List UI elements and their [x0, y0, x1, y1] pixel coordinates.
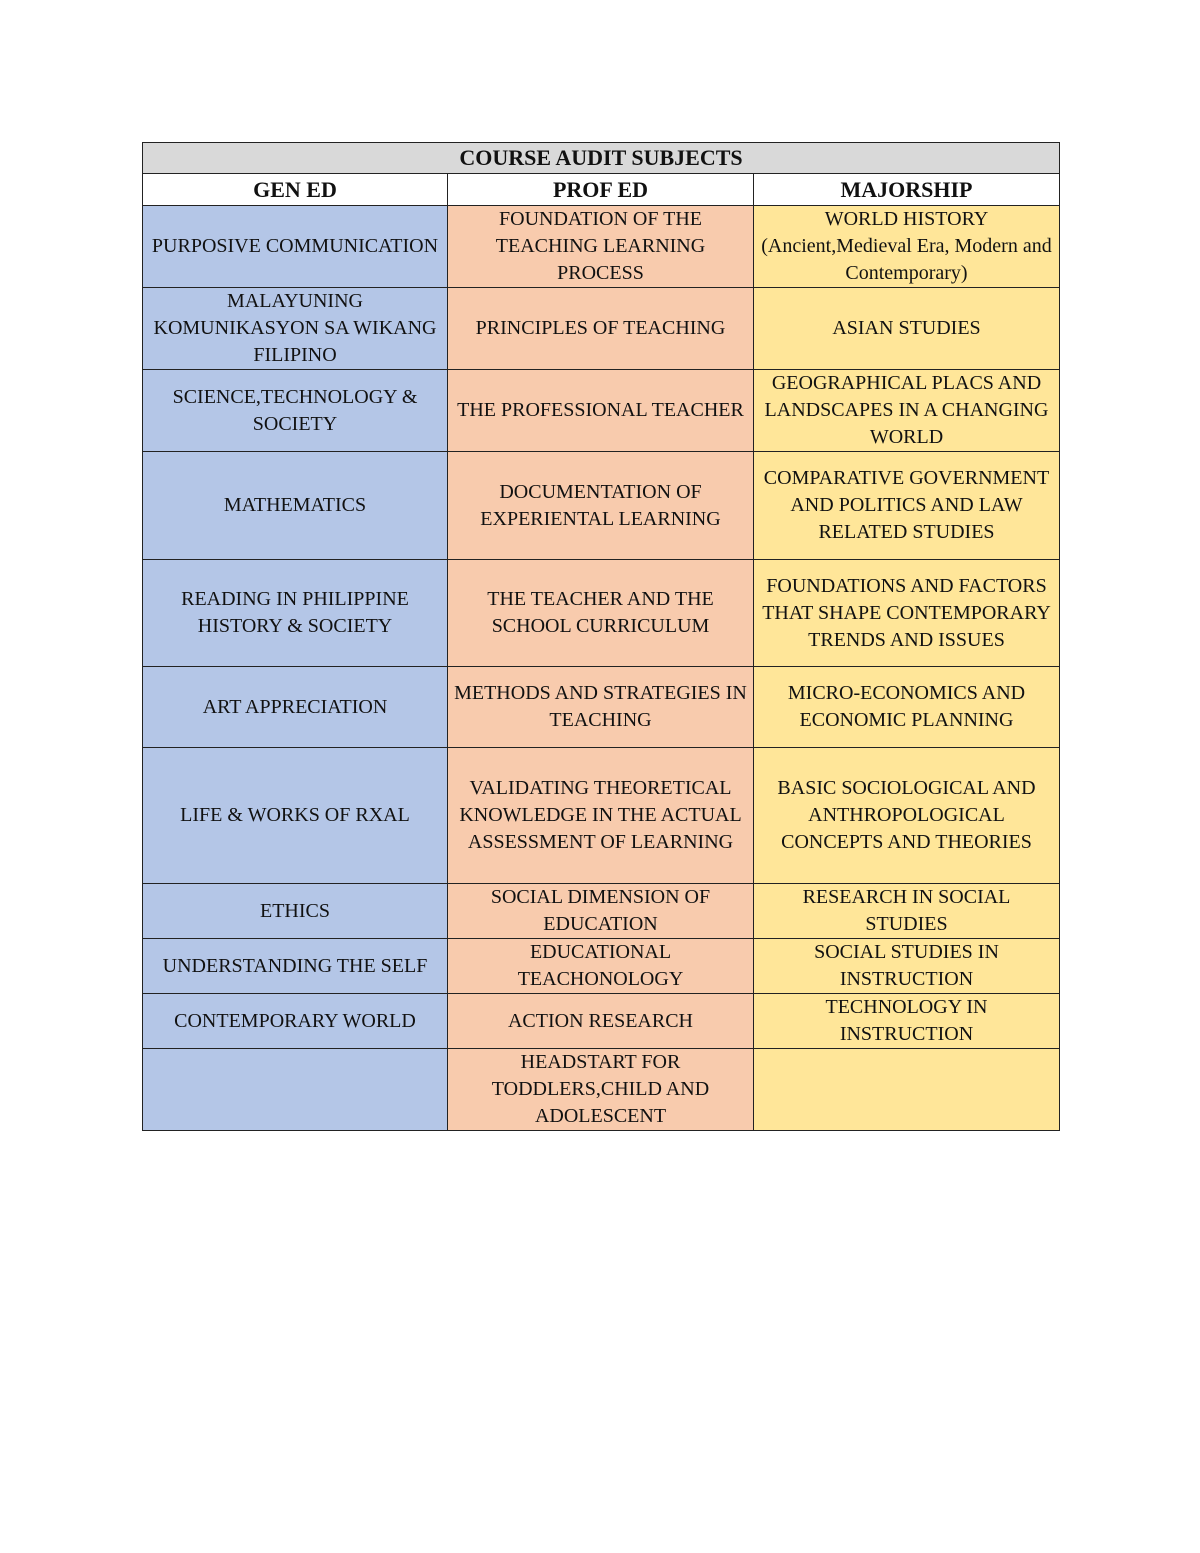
gen-ed-cell: MALAYUNING KOMUNIKASYON SA WIKANG FILIPINO [143, 288, 448, 370]
table-row [143, 288, 1060, 370]
header-prof-ed: PROF ED [448, 174, 754, 206]
gen-ed-cell: MATHEMATICS [143, 452, 448, 560]
prof-ed-cell: EDUCATIONAL TEACHONOLOGY [448, 939, 754, 994]
gen-ed-cell [143, 1049, 448, 1131]
table-row [143, 939, 1060, 994]
table-row [143, 884, 1060, 939]
table-header-row [143, 174, 1060, 206]
majorship-cell: ASIAN STUDIES [754, 288, 1060, 370]
header-gen-ed: GEN ED [143, 174, 448, 206]
majorship-cell: SOCIAL STUDIES IN INSTRUCTION [754, 939, 1060, 994]
gen-ed-cell: PURPOSIVE COMMUNICATION [143, 206, 448, 288]
gen-ed-cell: READING IN PHILIPPINE HISTORY & SOCIETY [143, 560, 448, 667]
gen-ed-cell: ETHICS [143, 884, 448, 939]
majorship-cell: WORLD HISTORY (Ancient,Medieval Era, Modern and Contemporary) [754, 206, 1060, 288]
gen-ed-cell: ART APPRECIATION [143, 667, 448, 748]
majorship-cell: MICRO-ECONOMICS AND ECONOMIC PLANNING [754, 667, 1060, 748]
prof-ed-cell: FOUNDATION OF THE TEACHING LEARNING PROCESS [448, 206, 754, 288]
prof-ed-cell: METHODS AND STRATEGIES IN TEACHING [448, 667, 754, 748]
gen-ed-cell: UNDERSTANDING THE SELF [143, 939, 448, 994]
majorship-cell: COMPARATIVE GOVERNMENT AND POLITICS AND LAW RELATED STUDIES [754, 452, 1060, 560]
gen-ed-cell: SCIENCE,TECHNOLOGY & SOCIETY [143, 370, 448, 452]
course-audit-table [142, 142, 1060, 1131]
table-row [143, 206, 1060, 288]
gen-ed-cell: LIFE & WORKS OF RXAL [143, 748, 448, 884]
majorship-cell: GEOGRAPHICAL PLACS AND LANDSCAPES IN A CHANGING WORLD [754, 370, 1060, 452]
table-row [143, 452, 1060, 560]
table-title-row [143, 143, 1060, 174]
prof-ed-cell: DOCUMENTATION OF EXPERIENTAL LEARNING [448, 452, 754, 560]
header-majorship: MAJORSHIP [754, 174, 1060, 206]
majorship-cell [754, 1049, 1060, 1131]
table-row [143, 560, 1060, 667]
majorship-cell: RESEARCH IN SOCIAL STUDIES [754, 884, 1060, 939]
table-row [143, 667, 1060, 748]
table-row [143, 1049, 1060, 1131]
majorship-cell: BASIC SOCIOLOGICAL AND ANTHROPOLOGICAL CONCEPTS AND THEORIES [754, 748, 1060, 884]
gen-ed-cell: CONTEMPORARY WORLD [143, 994, 448, 1049]
prof-ed-cell: VALIDATING THEORETICAL KNOWLEDGE IN THE ACTUAL ASSESSMENT OF LEARNING [448, 748, 754, 884]
prof-ed-cell: SOCIAL DIMENSION OF EDUCATION [448, 884, 754, 939]
prof-ed-cell: THE PROFESSIONAL TEACHER [448, 370, 754, 452]
majorship-cell: FOUNDATIONS AND FACTORS THAT SHAPE CONTEMPORARY TRENDS AND ISSUES [754, 560, 1060, 667]
table-row [143, 994, 1060, 1049]
prof-ed-cell: THE TEACHER AND THE SCHOOL CURRICULUM [448, 560, 754, 667]
table-row [143, 370, 1060, 452]
table-row [143, 748, 1060, 884]
prof-ed-cell: HEADSTART FOR TODDLERS,CHILD AND ADOLESCENT [448, 1049, 754, 1131]
majorship-cell: TECHNOLOGY IN INSTRUCTION [754, 994, 1060, 1049]
prof-ed-cell: PRINCIPLES OF TEACHING [448, 288, 754, 370]
prof-ed-cell: ACTION RESEARCH [448, 994, 754, 1049]
table-title: COURSE AUDIT SUBJECTS [143, 143, 1060, 174]
